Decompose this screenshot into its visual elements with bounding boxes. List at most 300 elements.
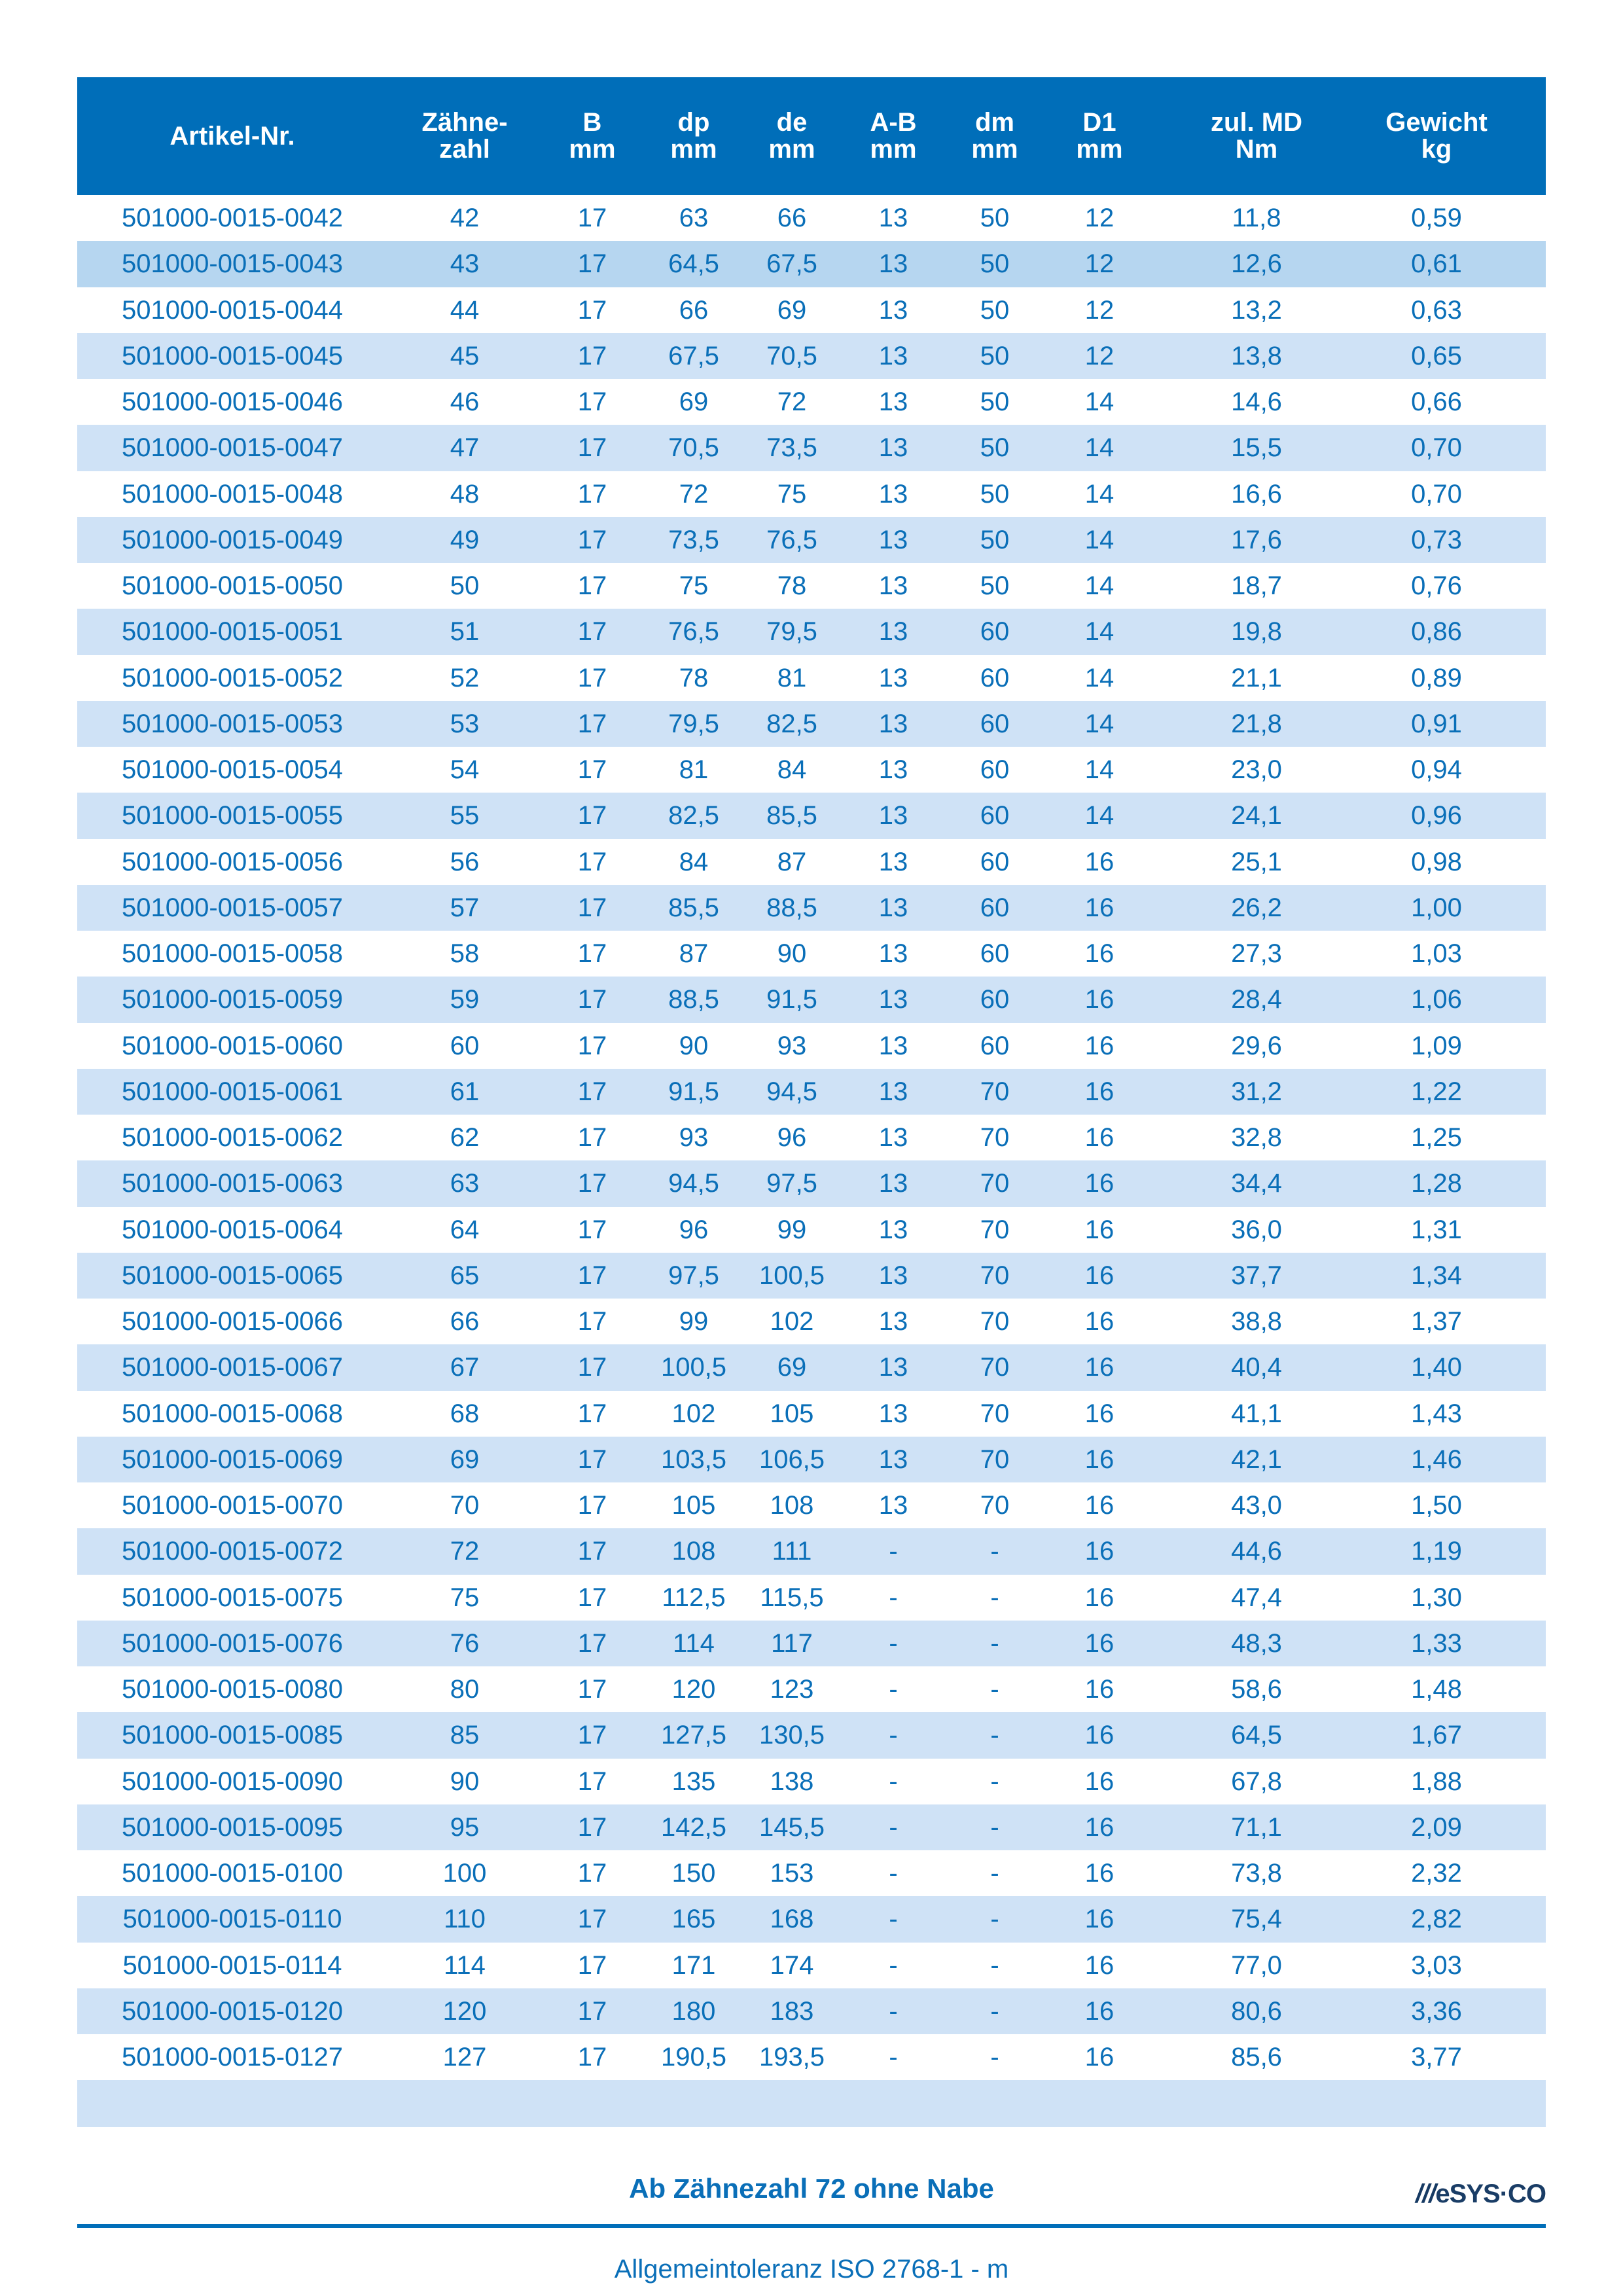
header-de-mm (768, 77, 815, 195)
cell-dm-mm: - (990, 2043, 999, 2072)
cell-dm-mm: 50 (980, 295, 1010, 325)
cell-teeth: 120 (442, 1996, 487, 2026)
table-row[interactable] (77, 1299, 1546, 1344)
cell-b-mm: 17 (577, 755, 607, 784)
cell-dm-mm: - (990, 1675, 999, 1704)
header-unit: mm (670, 135, 717, 164)
cell-teeth: 80 (450, 1675, 480, 1704)
header-unit: mm (569, 135, 616, 164)
cell-ab-mm: - (889, 1950, 898, 1980)
header-label: A-B (870, 108, 917, 137)
header-label: Artikel-Nr. (169, 121, 295, 151)
cell-b-mm: 17 (577, 2043, 607, 2072)
cell-weight-kg: 3,36 (1411, 1996, 1462, 2026)
cell-de-mm: 70,5 (766, 341, 817, 370)
company-logo (1416, 2179, 1546, 2209)
cell-de-mm: 96 (777, 1123, 807, 1152)
cell-de-mm: 106,5 (758, 1444, 825, 1474)
cell-weight-kg: 1,50 (1411, 1491, 1462, 1520)
table-row[interactable] (77, 1344, 1546, 1390)
cell-dp-mm: 63 (679, 204, 709, 232)
cell-dp-mm: 190,5 (660, 2043, 727, 2072)
table-row[interactable] (77, 1896, 1546, 1942)
cell-dp-mm: 78 (679, 663, 709, 692)
cell-d1-mm: 16 (1084, 1675, 1115, 1704)
cell-ab-mm: 13 (878, 1031, 908, 1060)
cell-article-no: 501000-0015-0055 (121, 801, 344, 831)
cell-teeth: 42 (450, 204, 480, 232)
cell-b-mm: 17 (577, 571, 607, 600)
cell-ab-mm: 13 (878, 387, 908, 416)
cell-d1-mm: 16 (1084, 1812, 1115, 1842)
cell-article-no: 501000-0015-0049 (121, 525, 344, 554)
cell-d1-mm: 16 (1084, 1031, 1115, 1060)
cell-weight-kg: 0,61 (1411, 249, 1462, 279)
table-row[interactable] (77, 195, 1546, 241)
cell-ab-mm: 13 (878, 249, 908, 279)
cell-ab-mm: 13 (878, 847, 908, 876)
cell-d1-mm: 16 (1084, 1767, 1115, 1796)
table-row[interactable] (77, 425, 1546, 471)
cell-torque-nm: 16,6 (1231, 479, 1282, 509)
cell-article-no: 501000-0015-0095 (121, 1812, 344, 1842)
table-row[interactable] (77, 747, 1546, 793)
cell-dm-mm: 70 (980, 1491, 1010, 1520)
cell-weight-kg: 0,70 (1411, 433, 1462, 463)
cell-ab-mm: 13 (878, 1169, 908, 1198)
cell-article-no: 501000-0015-0090 (121, 1767, 344, 1796)
cell-d1-mm: 16 (1084, 1169, 1115, 1198)
cell-de-mm: 105 (770, 1399, 814, 1428)
cell-torque-nm: 75,4 (1231, 1905, 1282, 1934)
table-row[interactable] (77, 931, 1546, 977)
cell-weight-kg: 1,09 (1411, 1031, 1462, 1060)
cell-weight-kg: 1,33 (1411, 1628, 1462, 1658)
table-row[interactable] (77, 1759, 1546, 1804)
table-row[interactable] (77, 655, 1546, 701)
table-row[interactable] (77, 1528, 1546, 1574)
cell-teeth: 75 (450, 1583, 480, 1612)
header-unit: mm (971, 135, 1018, 164)
cell-weight-kg: 1,00 (1411, 893, 1462, 922)
cell-de-mm: 183 (770, 1996, 814, 2026)
header-unit: mm (768, 135, 815, 164)
cell-teeth: 50 (450, 571, 480, 600)
cell-dm-mm: - (990, 1537, 999, 1566)
cell-de-mm: 123 (770, 1675, 814, 1704)
cell-dm-mm: 70 (980, 1444, 1010, 1474)
cell-weight-kg: 1,40 (1411, 1353, 1462, 1382)
cell-article-no: 501000-0015-0050 (121, 571, 344, 600)
cell-weight-kg: 0,98 (1411, 847, 1462, 876)
cell-weight-kg: 1,06 (1411, 985, 1462, 1014)
cell-article-no: 501000-0015-0063 (121, 1169, 344, 1198)
table-row[interactable] (77, 1115, 1546, 1160)
cell-dp-mm: 94,5 (668, 1169, 719, 1198)
cell-de-mm: 75 (777, 479, 807, 509)
cell-ab-mm: 13 (878, 1353, 908, 1382)
cell-weight-kg: 1,28 (1411, 1169, 1462, 1198)
cell-teeth: 55 (450, 801, 480, 831)
cell-b-mm: 17 (577, 1444, 607, 1474)
cell-d1-mm: 16 (1084, 2043, 1115, 2072)
cell-torque-nm: 25,1 (1231, 847, 1282, 876)
table-row[interactable] (77, 839, 1546, 885)
cell-d1-mm: 12 (1084, 341, 1115, 370)
cell-dm-mm: 60 (980, 709, 1010, 738)
table-row[interactable] (77, 793, 1546, 838)
cell-d1-mm: 16 (1084, 893, 1115, 922)
cell-weight-kg: 1,37 (1411, 1307, 1462, 1336)
cell-ab-mm: - (889, 1675, 898, 1704)
cell-dm-mm: - (990, 1628, 999, 1658)
cell-dp-mm: 96 (679, 1215, 709, 1244)
cell-b-mm: 17 (577, 1721, 607, 1750)
cell-ab-mm: 13 (878, 663, 908, 692)
cell-weight-kg: 0,86 (1411, 617, 1462, 647)
cell-weight-kg: 1,43 (1411, 1399, 1462, 1428)
cell-article-no: 501000-0015-0054 (121, 755, 344, 784)
cell-weight-kg: 0,76 (1411, 571, 1462, 600)
cell-article-no: 501000-0015-0056 (121, 847, 344, 876)
cell-article-no: 501000-0015-0053 (121, 709, 344, 738)
cell-de-mm: 69 (777, 295, 807, 325)
cell-teeth: 100 (442, 1859, 487, 1888)
cell-torque-nm: 36,0 (1231, 1215, 1282, 1244)
cell-dp-mm: 73,5 (668, 525, 719, 554)
cell-weight-kg: 2,32 (1411, 1859, 1462, 1888)
table-row[interactable] (77, 563, 1546, 609)
cell-torque-nm: 34,4 (1231, 1169, 1282, 1198)
cell-ab-mm: 13 (878, 295, 908, 325)
cell-de-mm: 66 (777, 204, 807, 232)
cell-ab-mm: 13 (878, 1399, 908, 1428)
cell-torque-nm: 11,8 (1232, 204, 1281, 232)
table-row[interactable] (77, 1850, 1546, 1896)
table-row[interactable] (77, 1160, 1546, 1206)
cell-d1-mm: 14 (1084, 709, 1115, 738)
cell-dp-mm: 105 (671, 1491, 716, 1520)
cell-dp-mm: 75 (679, 571, 709, 600)
cell-torque-nm: 21,1 (1231, 663, 1282, 692)
cell-dm-mm: 70 (980, 1399, 1010, 1428)
table-row[interactable] (77, 1575, 1546, 1621)
cell-torque-nm: 15,5 (1231, 433, 1282, 463)
cell-b-mm: 17 (577, 985, 607, 1014)
cell-teeth: 64 (450, 1215, 480, 1244)
cell-dm-mm: 60 (980, 893, 1010, 922)
cell-dm-mm: - (990, 1859, 999, 1888)
table-row[interactable] (77, 1023, 1546, 1069)
table-row[interactable] (77, 517, 1546, 563)
cell-teeth: 57 (450, 893, 480, 922)
cell-torque-nm: 85,6 (1231, 2043, 1282, 2072)
cell-article-no: 501000-0015-0085 (121, 1721, 344, 1750)
cell-torque-nm: 37,7 (1231, 1261, 1282, 1290)
table-row[interactable] (77, 379, 1546, 425)
cell-dp-mm: 171 (671, 1950, 716, 1980)
cell-dp-mm: 91,5 (668, 1077, 719, 1106)
cell-de-mm: 87 (777, 847, 807, 876)
cell-ab-mm: - (889, 1859, 898, 1888)
table-row[interactable] (77, 1069, 1546, 1115)
cell-d1-mm: 16 (1084, 939, 1115, 968)
cell-de-mm: 97,5 (766, 1169, 817, 1198)
cell-torque-nm: 58,6 (1231, 1675, 1282, 1704)
cell-de-mm: 73,5 (766, 433, 817, 463)
cell-teeth: 58 (450, 939, 480, 968)
cell-teeth: 67 (450, 1353, 480, 1382)
cell-b-mm: 17 (577, 1491, 607, 1520)
cell-weight-kg: 1,25 (1411, 1123, 1462, 1152)
table-row[interactable] (77, 333, 1546, 379)
cell-teeth: 43 (450, 249, 480, 279)
cell-teeth: 72 (450, 1537, 480, 1566)
cell-ab-mm: - (889, 1628, 898, 1658)
table-row[interactable] (77, 1943, 1546, 1988)
cell-dm-mm: - (990, 1721, 999, 1750)
cell-d1-mm: 16 (1084, 1996, 1115, 2026)
cell-b-mm: 17 (577, 341, 607, 370)
cell-dp-mm: 90 (679, 1031, 709, 1060)
cell-torque-nm: 27,3 (1231, 939, 1282, 968)
cell-torque-nm: 71,1 (1231, 1812, 1282, 1842)
cell-b-mm: 17 (577, 939, 607, 968)
table-row[interactable] (77, 1207, 1546, 1253)
cell-article-no: 501000-0015-0064 (121, 1215, 344, 1244)
cell-weight-kg: 1,48 (1411, 1675, 1462, 1704)
cell-teeth: 51 (450, 617, 480, 647)
cell-de-mm: 153 (770, 1859, 814, 1888)
cell-b-mm: 17 (577, 1307, 607, 1336)
cell-de-mm: 88,5 (766, 893, 817, 922)
cell-ab-mm: 13 (878, 755, 908, 784)
cell-b-mm: 17 (577, 295, 607, 325)
cell-de-mm: 94,5 (766, 1077, 817, 1106)
cell-d1-mm: 14 (1084, 433, 1115, 463)
cell-d1-mm: 12 (1084, 295, 1115, 325)
cell-ab-mm: 13 (878, 204, 908, 232)
cell-article-no: 501000-0015-0069 (121, 1444, 344, 1474)
cell-dm-mm: 70 (980, 1077, 1010, 1106)
cell-article-no: 501000-0015-0066 (121, 1307, 344, 1336)
cell-ab-mm: 13 (878, 525, 908, 554)
cell-teeth: 56 (450, 847, 480, 876)
cell-dm-mm: 60 (980, 939, 1010, 968)
cell-dp-mm: 100,5 (660, 1353, 727, 1382)
table-row[interactable] (77, 1666, 1546, 1712)
table-row[interactable] (77, 977, 1546, 1022)
cell-dm-mm: 50 (980, 341, 1010, 370)
header-article-no (169, 77, 294, 195)
cell-dm-mm: 60 (980, 663, 1010, 692)
cell-de-mm: 82,5 (766, 709, 817, 738)
cell-dp-mm: 135 (671, 1767, 716, 1796)
cell-dp-mm: 70,5 (668, 433, 719, 463)
cell-ab-mm: - (889, 1721, 898, 1750)
cell-dp-mm: 112,5 (662, 1583, 726, 1612)
cell-article-no: 501000-0015-0068 (121, 1399, 344, 1428)
header-dm-mm (971, 77, 1018, 195)
cell-de-mm: 93 (777, 1031, 807, 1060)
cell-torque-nm: 48,3 (1231, 1628, 1282, 1658)
cell-de-mm: 117 (771, 1628, 813, 1658)
cell-teeth: 53 (450, 709, 480, 738)
cell-ab-mm: 13 (878, 1307, 908, 1336)
cell-b-mm: 17 (577, 1399, 607, 1428)
header-dp-mm (670, 77, 717, 195)
cell-article-no: 501000-0015-0047 (121, 433, 344, 463)
tolerance-note: Allgemeintoleranz ISO 2768-1 - m (614, 2255, 1009, 2284)
cell-teeth: 46 (450, 387, 480, 416)
table-row[interactable] (77, 609, 1546, 655)
cell-article-no: 501000-0015-0114 (122, 1950, 342, 1980)
cell-article-no: 501000-0015-0060 (121, 1031, 344, 1060)
cell-article-no: 501000-0015-0062 (121, 1123, 344, 1152)
cell-ab-mm: 13 (878, 709, 908, 738)
cell-dm-mm: 70 (980, 1169, 1010, 1198)
cell-d1-mm: 14 (1084, 387, 1115, 416)
cell-dp-mm: 87 (679, 939, 709, 968)
cell-dm-mm: 60 (980, 847, 1010, 876)
cell-ab-mm: - (889, 1812, 898, 1842)
cell-de-mm: 67,5 (766, 249, 817, 279)
cell-weight-kg: 0,70 (1411, 479, 1462, 509)
cell-article-no: 501000-0015-0048 (121, 479, 344, 509)
header-b-mm (569, 77, 615, 195)
cell-dp-mm: 114 (673, 1628, 715, 1658)
cell-ab-mm: 13 (878, 571, 908, 600)
cell-dm-mm: 50 (980, 571, 1010, 600)
cell-teeth: 45 (450, 341, 480, 370)
cell-ab-mm: 13 (878, 1261, 908, 1290)
cell-dm-mm: 70 (980, 1261, 1010, 1290)
cell-article-no: 501000-0015-0120 (121, 1996, 344, 2026)
cell-dm-mm: - (990, 1996, 999, 2026)
table-row[interactable] (77, 2034, 1546, 2080)
cell-dm-mm: 50 (980, 525, 1010, 554)
cell-dm-mm: 70 (980, 1215, 1010, 1244)
cell-d1-mm: 16 (1084, 985, 1115, 1014)
table-row[interactable] (77, 885, 1546, 931)
cell-teeth: 47 (450, 433, 480, 463)
table-body (77, 195, 1546, 2080)
cell-torque-nm: 67,8 (1231, 1767, 1282, 1796)
header-label: D1 (1082, 108, 1116, 137)
cell-dm-mm: 70 (980, 1353, 1010, 1382)
cell-d1-mm: 14 (1084, 663, 1115, 692)
table-row[interactable] (77, 1482, 1546, 1528)
cell-torque-nm: 21,8 (1231, 709, 1282, 738)
table-row[interactable] (77, 1437, 1546, 1482)
table-row[interactable] (77, 1391, 1546, 1437)
cell-torque-nm: 44,6 (1231, 1537, 1282, 1566)
cell-d1-mm: 16 (1084, 1859, 1115, 1888)
cell-dp-mm: 64,5 (668, 249, 719, 279)
header-label: B (582, 108, 602, 137)
cell-teeth: 60 (450, 1031, 480, 1060)
cell-de-mm: 85,5 (766, 801, 817, 831)
table-row[interactable] (77, 241, 1546, 287)
cell-article-no: 501000-0015-0043 (121, 249, 344, 279)
header-weight-kg (1385, 77, 1488, 195)
table-row[interactable] (77, 701, 1546, 747)
cell-b-mm: 17 (577, 1583, 607, 1612)
cell-teeth: 54 (450, 755, 480, 784)
table-header (77, 77, 1546, 195)
cell-article-no: 501000-0015-0110 (122, 1905, 342, 1934)
cell-b-mm: 17 (577, 525, 607, 554)
cell-b-mm: 17 (577, 1812, 607, 1842)
cell-torque-nm: 28,4 (1231, 985, 1282, 1014)
header-label: zul. MD (1211, 108, 1302, 137)
table-row[interactable] (77, 287, 1546, 333)
cell-weight-kg: 1,30 (1411, 1583, 1462, 1612)
cell-b-mm: 17 (577, 1031, 607, 1060)
cell-weight-kg: 1,34 (1411, 1261, 1462, 1290)
cell-b-mm: 17 (577, 387, 607, 416)
cell-dm-mm: 70 (980, 1123, 1010, 1152)
table-row[interactable] (77, 1988, 1546, 2034)
cell-de-mm: 90 (777, 939, 807, 968)
cell-d1-mm: 16 (1084, 1721, 1115, 1750)
table-row[interactable] (77, 1621, 1546, 1666)
cell-article-no: 501000-0015-0046 (121, 387, 344, 416)
cell-article-no: 501000-0015-0045 (121, 341, 344, 370)
cell-weight-kg: 2,09 (1411, 1812, 1462, 1842)
cell-dp-mm: 97,5 (668, 1261, 719, 1290)
cell-dp-mm: 66 (679, 295, 709, 325)
cell-b-mm: 17 (577, 1123, 607, 1152)
cell-teeth: 127 (442, 2043, 487, 2072)
cell-d1-mm: 14 (1084, 755, 1115, 784)
cell-article-no: 501000-0015-0070 (121, 1491, 344, 1520)
cell-teeth: 59 (450, 985, 480, 1014)
cell-dm-mm: 50 (980, 479, 1010, 509)
cell-weight-kg: 1,03 (1411, 939, 1462, 968)
cell-b-mm: 17 (577, 893, 607, 922)
cell-b-mm: 17 (577, 847, 607, 876)
cell-dm-mm: 60 (980, 755, 1010, 784)
cell-d1-mm: 16 (1084, 1123, 1115, 1152)
cell-article-no: 501000-0015-0044 (121, 295, 344, 325)
table-row[interactable] (77, 1253, 1546, 1299)
cell-dp-mm: 67,5 (668, 341, 719, 370)
cell-teeth: 49 (450, 525, 480, 554)
cell-dm-mm: - (990, 1905, 999, 1934)
cell-weight-kg: 0,59 (1411, 204, 1462, 232)
cell-de-mm: 72 (777, 387, 807, 416)
cell-article-no: 501000-0015-0127 (121, 2043, 344, 2072)
cell-article-no: 501000-0015-0051 (121, 617, 344, 647)
cell-b-mm: 17 (577, 1077, 607, 1106)
cell-weight-kg: 3,03 (1411, 1950, 1462, 1980)
cell-article-no: 501000-0015-0061 (121, 1077, 344, 1106)
cell-dp-mm: 120 (671, 1675, 716, 1704)
table-row[interactable] (77, 1804, 1546, 1850)
cell-d1-mm: 16 (1084, 1628, 1115, 1658)
cell-d1-mm: 16 (1084, 1444, 1115, 1474)
cell-teeth: 69 (450, 1444, 480, 1474)
cell-torque-nm: 42,1 (1231, 1444, 1282, 1474)
table-row[interactable] (77, 471, 1546, 517)
cell-d1-mm: 16 (1084, 1215, 1115, 1244)
table-row[interactable] (77, 1712, 1546, 1758)
cell-d1-mm: 16 (1084, 1307, 1115, 1336)
cell-dm-mm: 50 (980, 204, 1010, 232)
cell-article-no: 501000-0015-0072 (121, 1537, 344, 1566)
cell-torque-nm: 64,5 (1231, 1721, 1282, 1750)
